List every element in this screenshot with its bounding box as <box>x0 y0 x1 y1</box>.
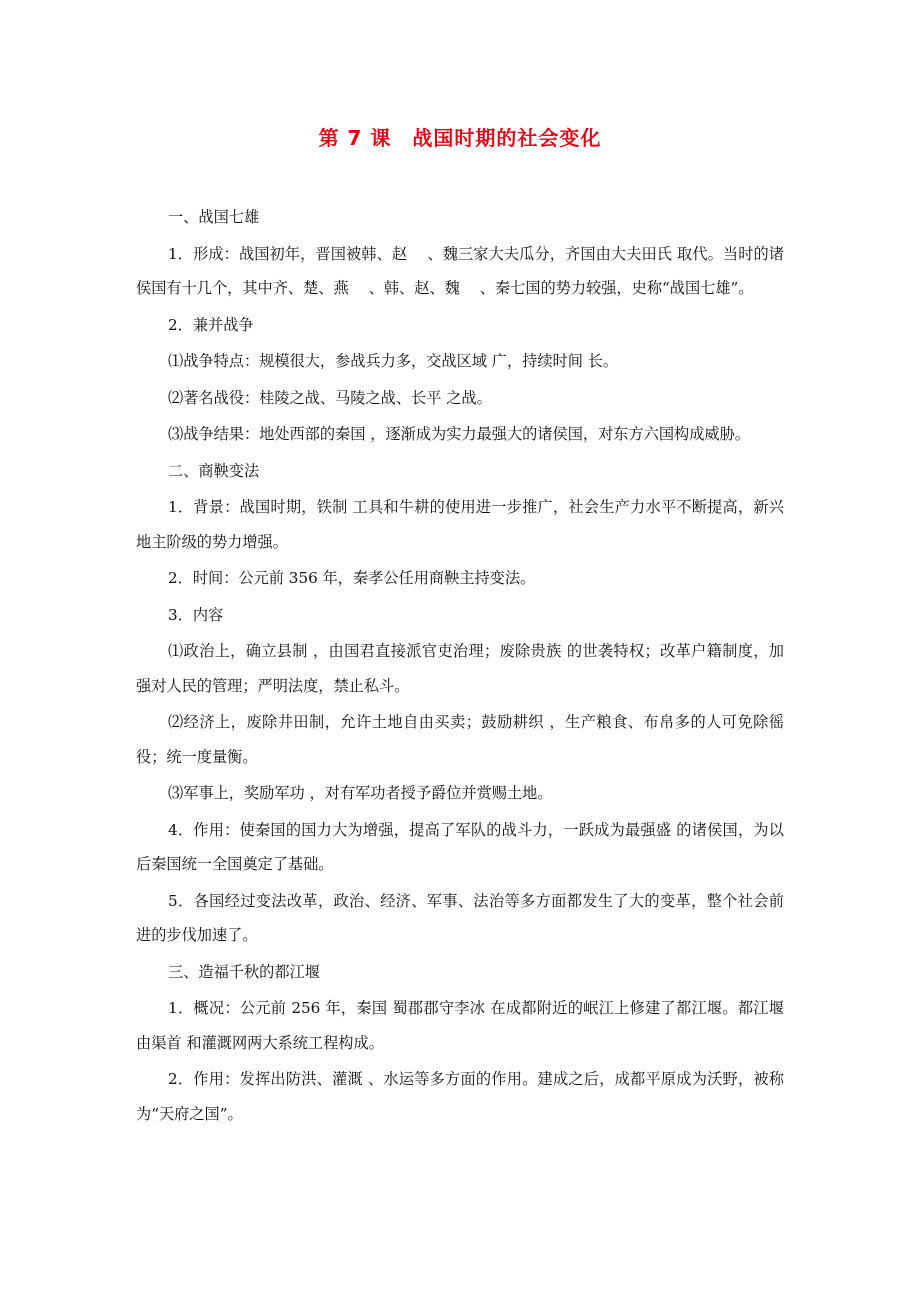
paragraph-effect: 4．作用：使秦国的国力大为增强，提高了军队的战斗力，一跃成为最强盛 的诸侯国，为以后秦国统一全国奠定了基础。 <box>136 820 784 873</box>
document-body <box>136 200 784 1133</box>
paragraph-war-features: ⑴战争特点：规模很大，参战兵力多，交战区域 广，持续时间 长。 <box>168 352 619 370</box>
paragraph-background: 1．背景：战国时期，铁制 工具和牛耕的使用进一步推广，社会生产力水平不断提高，新兴地主阶级的势力增强。 <box>136 498 784 551</box>
paragraph-economic: ⑵经济上，废除井田制，允许土地自由买卖；鼓励耕织 ，生产粮食、布帛多的人可免除徭役；统一度量衡。 <box>136 713 784 766</box>
paragraph-famous-battles: ⑵著名战役：桂陵之战、马陵之战、长平 之战。 <box>168 388 492 407</box>
section-heading-1: 一、战国七雄 <box>168 208 260 226</box>
paragraph-military: ⑶军事上，奖励军功 ，对有军功者授予爵位并赏赐土地。 <box>168 784 553 802</box>
paragraph-political: ⑴政治上，确立县制 ，由国君直接派官吏治理；废除贵族 的世袭特权；改革户籍制度，加强对人民的管理；严明法度，禁止私斗。 <box>136 642 784 695</box>
paragraph-content-heading: 3．内容 <box>168 605 224 624</box>
paragraph-time: 2．时间：公元前 356 年，秦孝公任用商鞅主持变法。 <box>168 569 536 587</box>
paragraph-war-results: ⑶战争结果：地处西部的秦国 ，逐渐成为实力最强大的诸侯国，对东方六国构成威胁。 <box>168 425 750 443</box>
paragraph-reforms: 5．各国经过变法改革，政治、经济、军事、法治等多方面都发生了大的变革，整个社会前进的步伐加速了。 <box>136 891 784 944</box>
paragraph-formation: 1．形成：战国初年，晋国被韩、赵 、魏三家大夫瓜分，齐国由大夫田氏 取代。当时的诸侯国有十几个，其中齐、楚、燕 、韩、赵、魏 、秦七国的势力较强，史称“战国七雄”。 <box>136 244 784 297</box>
paragraph-overview: 1．概况：公元前 256 年，秦国 蜀郡郡守李冰 在成都附近的岷江上修建了都江堰。都江堰由渠首 和灌溉网两大系统工程构成。 <box>136 999 784 1052</box>
paragraph-annexation-heading: 2．兼并战争 <box>168 315 254 334</box>
lesson-title: 第 7 课 战国时期的社会变化 <box>318 126 602 150</box>
paragraph-function: 2．作用：发挥出防洪、灌溉 、水运等多方面的作用。建成之后，成都平原成为沃野，被称为“天府之国”。 <box>136 1070 784 1123</box>
section-heading-2: 二、商鞅变法 <box>168 461 260 480</box>
section-heading-3: 三、造福千秋的都江堰 <box>168 962 320 981</box>
